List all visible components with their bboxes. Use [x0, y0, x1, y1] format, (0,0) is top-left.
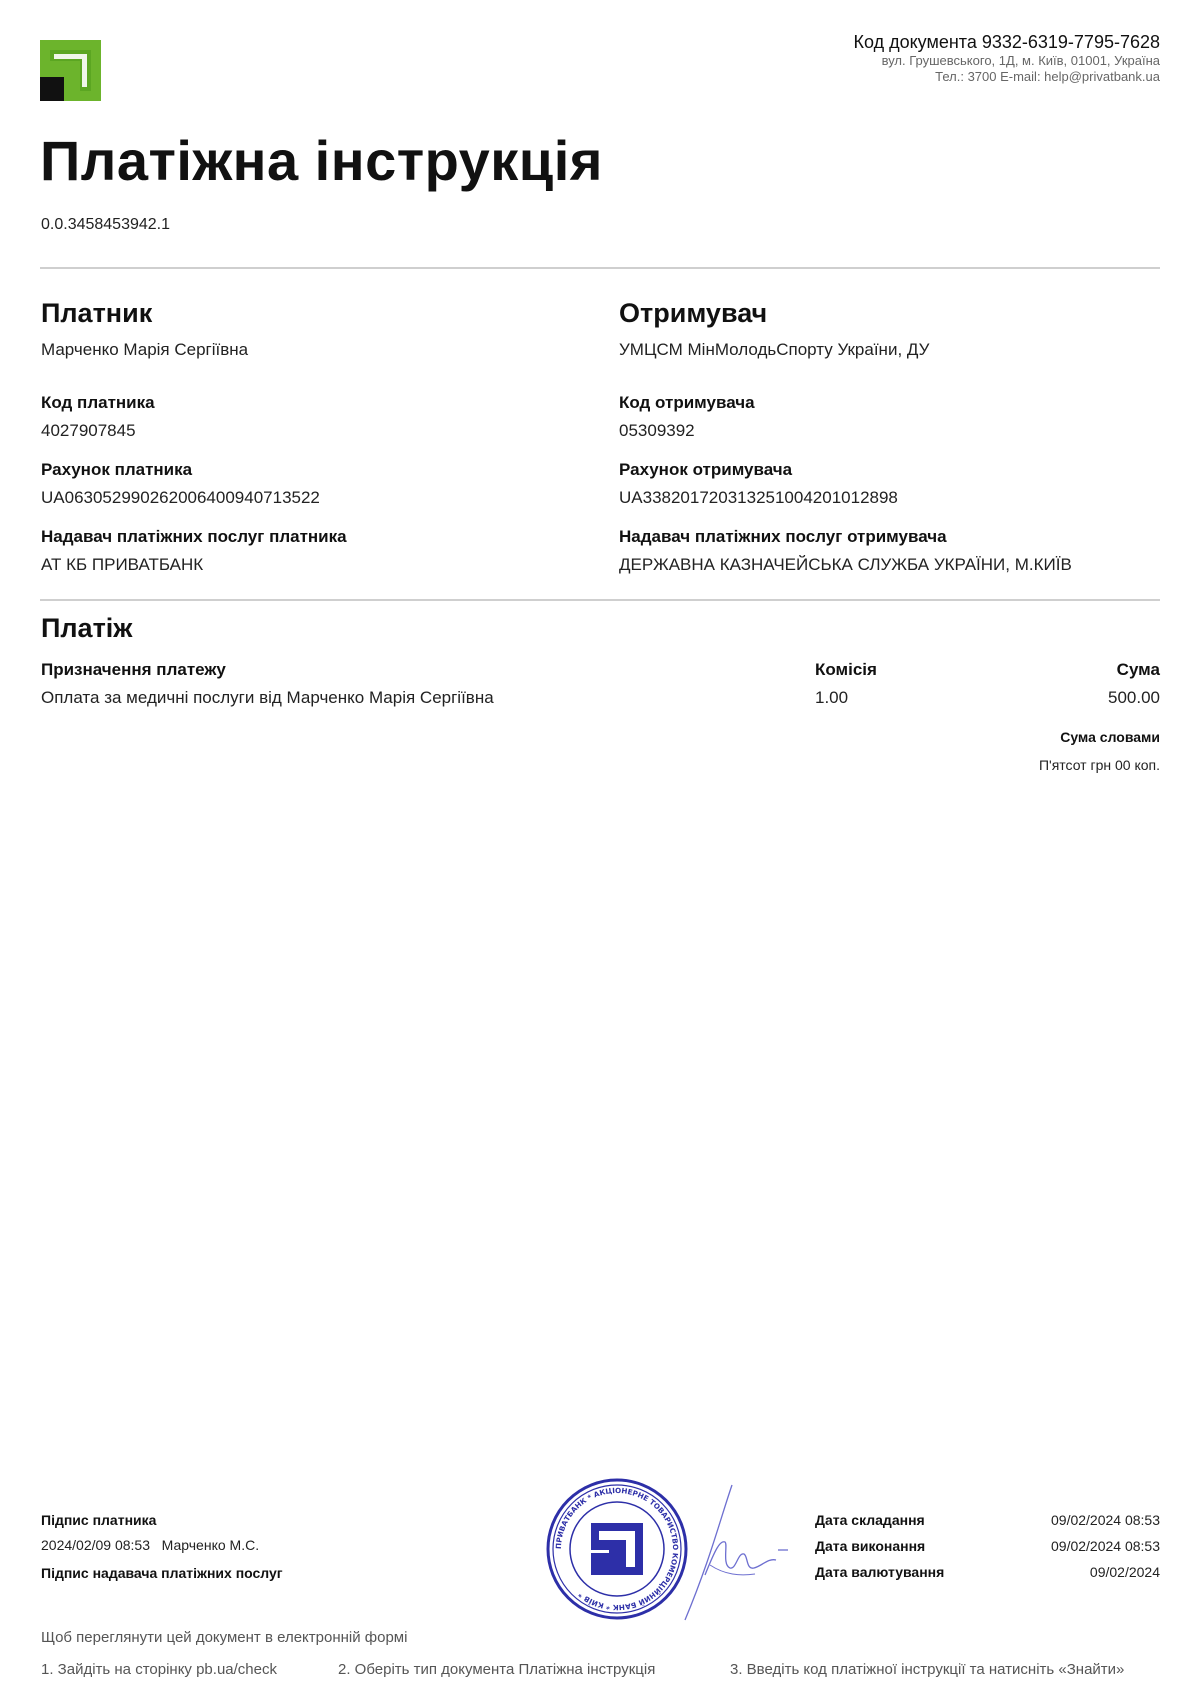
recipient-name: УМЦСМ МінМолодьСпорту України, ДУ [619, 340, 930, 359]
recipient-code: 05309392 [619, 421, 695, 440]
payer-signature-date: 2024/02/09 08:53 [41, 1537, 150, 1553]
recipient-code-label: Код отримувача [619, 393, 755, 412]
payer-heading: Платник [41, 298, 153, 328]
divider [40, 599, 1160, 601]
executed-date-value: 09/02/2024 08:53 [1051, 1538, 1160, 1554]
divider [40, 267, 1160, 269]
payment-heading: Платіж [41, 613, 133, 643]
document-number: 0.0.3458453942.1 [41, 216, 171, 233]
payer-provider: АТ КБ ПРИВАТБАНК [41, 555, 204, 574]
amount-label: Сума [1116, 660, 1160, 679]
payer-account: UA063052990262006400940713522 [41, 488, 320, 507]
payer-signature-name: Марченко М.С. [161, 1537, 260, 1553]
payer-name: Марченко Марія Сергіївна [41, 340, 249, 359]
purpose-label: Призначення платежу [41, 660, 226, 679]
recipient-heading: Отримувач [619, 298, 768, 328]
page-title: Платіжна інструкція [40, 129, 603, 192]
recipient-account: UA338201720313251004201012898 [619, 488, 898, 507]
footer-step-2: 2. Оберіть тип документа Платіжна інструкція [338, 1661, 656, 1678]
footer-step-1: 1. Зайдіть на сторінку pb.ua/check [41, 1661, 277, 1678]
payer-account-label: Рахунок платника [41, 460, 193, 479]
value-date-value: 09/02/2024 [1089, 1564, 1160, 1580]
purpose-value: Оплата за медичні послуги від Марченко Марія Сергіївна [41, 688, 494, 707]
commission-label: Комісія [815, 660, 877, 679]
recipient-provider: ДЕРЖАВНА КАЗНАЧЕЙСЬКА СЛУЖБА УКРАЇНИ, М.КИЇВ [619, 555, 1072, 574]
footer-intro: Щоб переглянути цей документ в електронній формі [41, 1629, 408, 1646]
payer-code: 4027907845 [41, 421, 136, 440]
payer-code-label: Код платника [41, 393, 155, 412]
header-info [853, 32, 1160, 85]
document-code: Код документа 9332-6319-7795-7628 [853, 32, 1160, 52]
bank-contacts: Тел.: 3700 E-mail: help@privatbank.ua [935, 69, 1160, 84]
provider-signature-label: Підпис надавача платіжних послуг [41, 1565, 283, 1581]
stamp-ring-text: ПРИВАТБАНК * АКЦІОНЕРНЕ ТОВАРИСТВО КОМЕРЦІЙНИЙ БАНК * КИЇВ * [553, 1485, 681, 1613]
bank-address: вул. Грушевського, 1Д, м. Київ, 01001, Україна [881, 53, 1160, 68]
amount-words-label: Сума словами [1060, 729, 1160, 745]
created-date-value: 09/02/2024 08:53 [1051, 1512, 1160, 1528]
commission-value: 1.00 [815, 688, 849, 707]
privatbank-logo-icon [40, 40, 101, 101]
value-date-label: Дата валютування [815, 1564, 945, 1580]
payer-signature-label: Підпис платника [41, 1512, 157, 1528]
amount-value: 500.00 [1108, 688, 1160, 707]
footer-step-3: 3. Введіть код платіжної інструкції та натисніть «Знайти» [730, 1661, 1125, 1678]
recipient-provider-label: Надавач платіжних послуг отримувача [619, 527, 947, 546]
payer-provider-label: Надавач платіжних послуг платника [41, 527, 347, 546]
handwritten-signature-icon [680, 1480, 790, 1625]
recipient-account-label: Рахунок отримувача [619, 460, 793, 479]
bank-stamp-icon [546, 1478, 688, 1620]
amount-words-value: П'ятсот грн 00 коп. [1038, 757, 1160, 773]
payer-signature-value [41, 1537, 259, 1553]
executed-date-label: Дата виконання [815, 1538, 926, 1554]
created-date-label: Дата складання [815, 1512, 925, 1528]
